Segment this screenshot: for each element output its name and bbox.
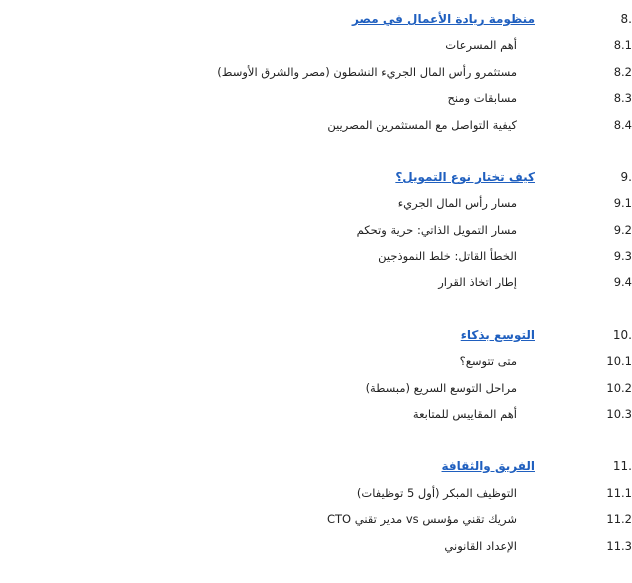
section-number: 8. — [620, 12, 632, 26]
item-title: كيفية التواصل مع المستثمرين المصريين — [327, 118, 517, 132]
toc-item[interactable] — [0, 272, 632, 292]
item-number: 8.4 — [613, 118, 632, 132]
section-title-link[interactable]: الفريق والثقافة — [441, 459, 535, 473]
item-number: 9.2 — [613, 223, 632, 237]
toc-item[interactable] — [0, 115, 632, 135]
item-title: التوظيف المبكر (أول 5 توظيفات) — [356, 486, 517, 500]
item-number: 10.3 — [606, 407, 632, 421]
section-number: 11. — [612, 459, 632, 473]
toc-item[interactable] — [0, 404, 632, 424]
item-title: أهم المقاييس للمتابعة — [412, 407, 517, 421]
section-title-link[interactable]: التوسع بذكاء — [460, 328, 535, 342]
item-title: الإعداد القانوني — [444, 539, 517, 553]
section-title-link[interactable]: منظومة ريادة الأعمال في مصر — [351, 12, 535, 26]
item-title: الخطأ القاتل: خلط النموذجين — [378, 249, 517, 263]
toc-item[interactable] — [0, 536, 632, 556]
toc-item[interactable] — [0, 378, 632, 398]
toc-item[interactable] — [0, 246, 632, 266]
item-title: مسابقات ومنح — [447, 91, 517, 105]
toc-section-9[interactable] — [0, 167, 632, 187]
item-number: 9.4 — [613, 275, 632, 289]
toc-section-11[interactable] — [0, 456, 632, 476]
section-number: 10. — [612, 328, 632, 342]
toc-section-8[interactable] — [0, 9, 632, 29]
item-number: 10.2 — [606, 381, 632, 395]
item-number: 11.2 — [606, 512, 632, 526]
item-title: إطار اتخاذ القرار — [438, 275, 517, 289]
item-title: مسار رأس المال الجريء — [397, 196, 517, 210]
item-title: أهم المسرعات — [445, 38, 517, 52]
item-number: 11.3 — [606, 539, 632, 553]
item-title: متى تتوسع؟ — [459, 354, 517, 368]
toc-item[interactable] — [0, 220, 632, 240]
section-title-link[interactable]: كيف تختار نوع التمويل؟ — [395, 170, 535, 184]
item-number: 11.1 — [606, 486, 632, 500]
section-number: 9. — [620, 170, 632, 184]
toc-item[interactable] — [0, 62, 632, 82]
item-title: مسار التمويل الذاتي: حرية وتحكم — [356, 223, 517, 237]
item-number: 8.3 — [613, 91, 632, 105]
toc-item[interactable] — [0, 35, 632, 55]
toc-item[interactable] — [0, 193, 632, 213]
toc-item[interactable] — [0, 509, 632, 529]
item-title: مستثمرو رأس المال الجريء النشطون (مصر والشرق الأوسط) — [217, 65, 517, 79]
item-number: 9.1 — [613, 196, 632, 210]
item-title: شريك تقني مؤسس vs مدير تقني CTO — [326, 512, 517, 526]
item-number: 8.1 — [613, 38, 632, 52]
item-title: مراحل التوسع السريع (مبسطة) — [365, 381, 517, 395]
item-number: 10.1 — [606, 354, 632, 368]
item-number: 9.3 — [613, 249, 632, 263]
toc-item[interactable] — [0, 88, 632, 108]
toc-section-10[interactable] — [0, 325, 632, 345]
toc-item[interactable] — [0, 483, 632, 503]
item-number: 8.2 — [613, 65, 632, 79]
toc-item[interactable] — [0, 351, 632, 371]
